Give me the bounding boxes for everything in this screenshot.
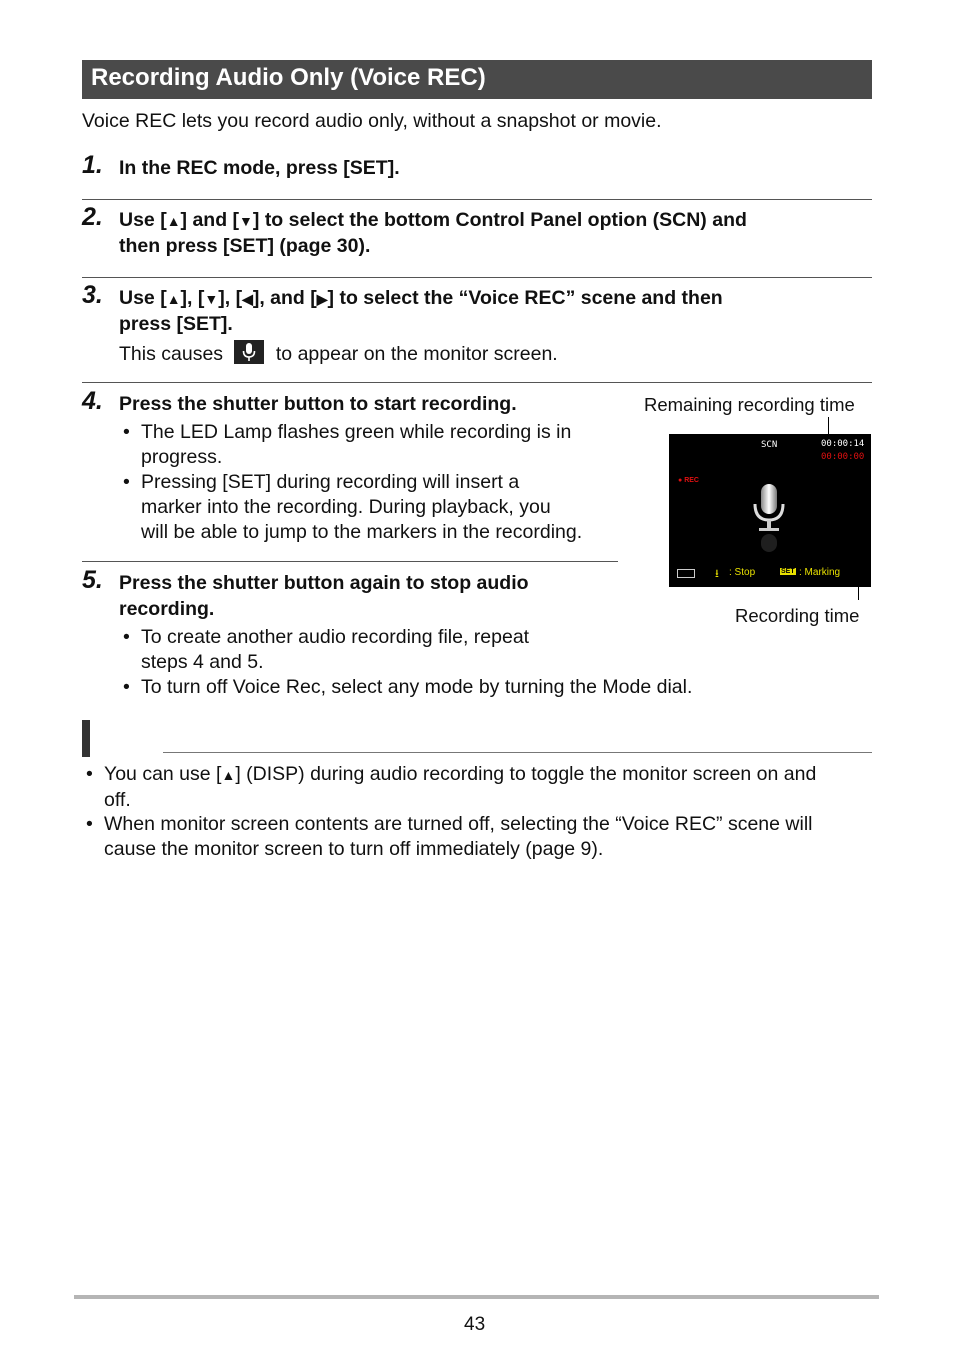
note-marker (82, 720, 90, 757)
step-1-number: 1. (82, 151, 103, 179)
rec-indicator: ● REC (678, 477, 699, 484)
step-2-line-2: then press [SET] (page 30). (119, 235, 371, 257)
up-arrow-icon: ▲ (166, 213, 181, 229)
step-1-text: In the REC mode, press [SET]. (119, 157, 400, 179)
step-2-number: 2. (82, 203, 103, 231)
battery-icon (677, 569, 695, 578)
divider (163, 752, 872, 753)
step-4-number: 4. (82, 387, 103, 415)
stop-hint: : Stop (729, 567, 756, 578)
step-5-line-1: Press the shutter button again to stop audio (119, 572, 529, 594)
step-3-line-1: Use [▲], [▼], [◀], and [▶] to select the “Voice REC” scene and then (119, 287, 723, 309)
microphone-icon (747, 480, 791, 556)
leader-line (858, 466, 859, 600)
divider (82, 277, 872, 278)
list-item: • The LED Lamp flashes green while recording is in progress. (123, 421, 572, 468)
down-arrow-icon: ▼ (204, 291, 219, 307)
set-key-icon: SET (781, 568, 795, 575)
microphone-icon (234, 340, 264, 364)
list-item: • When monitor screen contents are turned off, selecting the “Voice REC” scene will cause the monitor screen to turn off immediately (page 9). (86, 813, 813, 860)
step-2-line-1: Use [▲] and [▼] to select the bottom Control Panel option (SCN) and (119, 209, 747, 231)
monitor-screen (669, 434, 871, 587)
recording-time-label: Recording time (735, 605, 860, 626)
up-arrow-icon: ▲ (221, 767, 236, 783)
up-arrow-icon: ▲ (166, 291, 181, 307)
intro-text: Voice REC lets you record audio only, without a snapshot or movie. (82, 110, 662, 132)
remaining-time-readout: 00:00:14 (821, 439, 865, 449)
step-3-line-2: press [SET]. (119, 313, 233, 335)
scn-indicator: SCN (761, 440, 778, 450)
down-arrow-icon: ▼ (239, 213, 253, 229)
divider (82, 382, 872, 383)
left-arrow-icon: ◀ (242, 291, 253, 307)
elapsed-time-readout: 00:00:00 (821, 452, 865, 462)
step-5-line-2: recording. (119, 598, 215, 620)
shutter-icon: ⭳ (715, 568, 719, 580)
step-3-description: This causes to appear on the monitor screen. (119, 340, 558, 367)
right-arrow-icon: ▶ (316, 291, 328, 307)
page-number: 43 (464, 1314, 486, 1335)
footer-rule (74, 1295, 879, 1299)
divider (82, 561, 618, 562)
divider (82, 199, 872, 200)
marking-hint: : Marking (799, 567, 841, 578)
list-item: • Pressing [SET] during recording will insert a marker into the recording. During playback, you will be able to jump to the markers in the recording. (123, 471, 583, 543)
step-4-text: Press the shutter button to start recording. (119, 393, 517, 415)
list-item: • To turn off Voice Rec, select any mode by turning the Mode dial. (123, 676, 693, 698)
step-5-number: 5. (82, 566, 103, 594)
list-item: • You can use [▲] (DISP) during audio recording to toggle the monitor screen on and off. (86, 763, 817, 811)
remaining-time-label: Remaining recording time (644, 394, 855, 415)
section-title: Recording Audio Only (Voice REC) (91, 64, 486, 91)
list-item: • To create another audio recording file, repeat steps 4 and 5. (123, 626, 530, 673)
step-3-number: 3. (82, 281, 103, 309)
